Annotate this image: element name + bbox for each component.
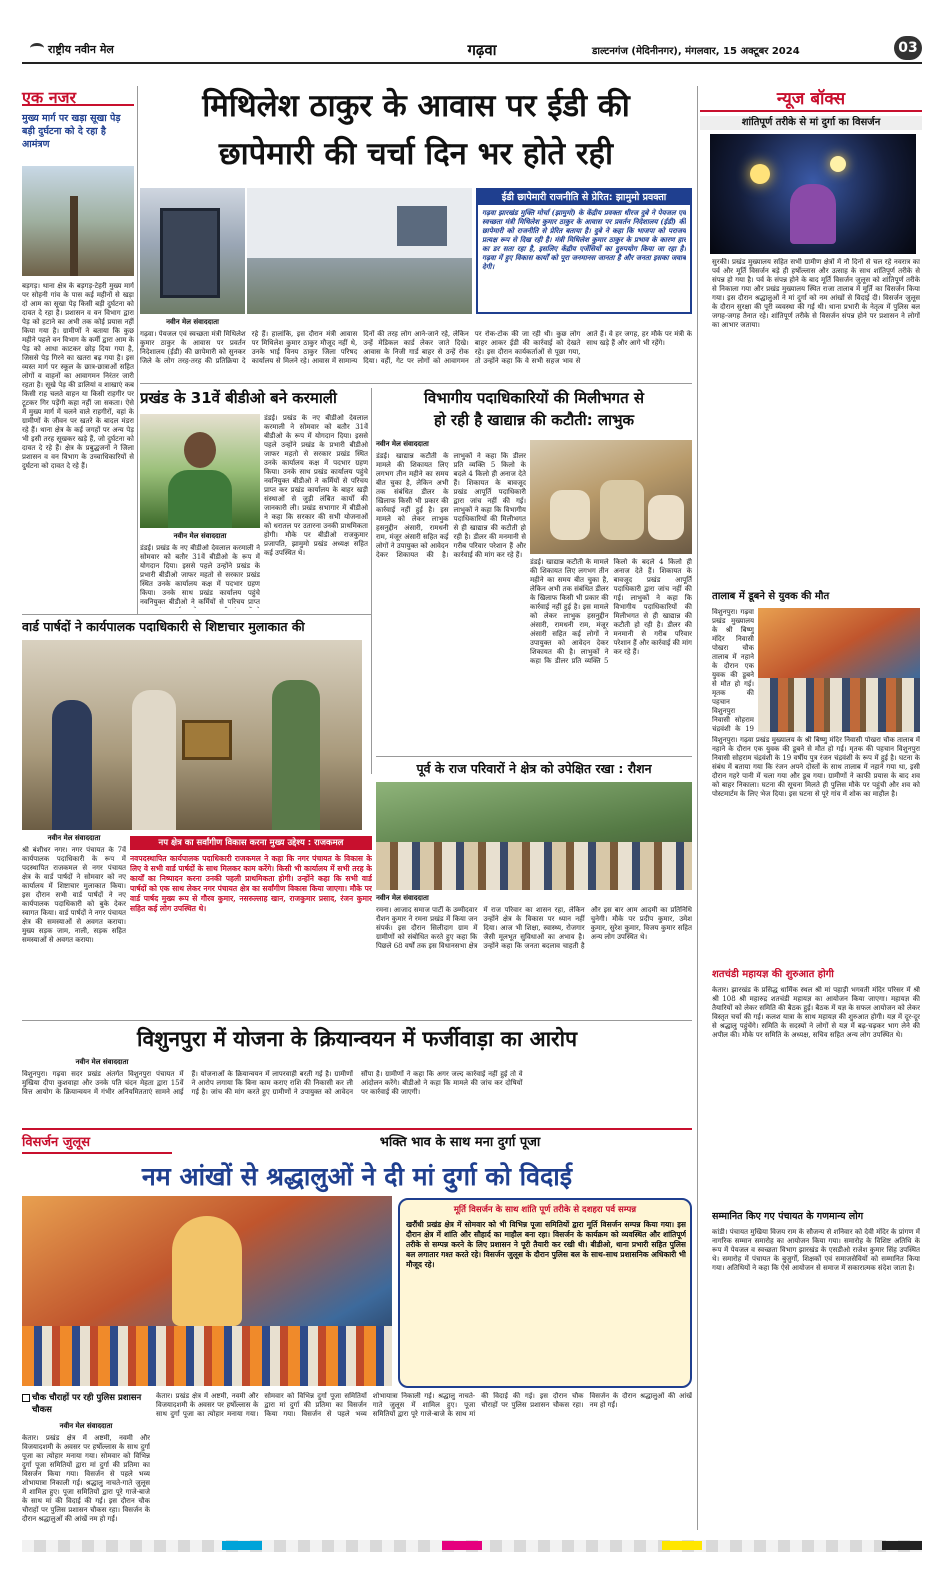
- ed-photo-2: [247, 188, 472, 314]
- visarjan-box: [398, 1198, 692, 1388]
- news2-body-side: विशुनपुरा। गढ़वा प्रखंड मुख्यालय के श्री बिष्णु मंदिर निवासी पोखरा चौक तालाब में नहाने के दौरान एक युवक की डूबने से मौत हो गई। मृतक की पहचान विशुनपुरा निवासी सोहराम चंद्रवंशी के 19: [712, 608, 754, 732]
- person-shape: [52, 700, 92, 830]
- checkbox-icon: [22, 1394, 30, 1402]
- news3-title: शतचंडी महायज्ञ की शुरुआत होगी: [712, 969, 834, 980]
- news2-photo: [758, 608, 920, 732]
- visarjan-kicker: भक्ति भाव के साथ मना दुर्गा पूजा: [379, 1135, 541, 1150]
- ration-body-col2: डंडई। खाद्यान्न कटौती के मामले की शिकायत लिए लगभग तीन महीने का समय बीत चुका है, लेकिन अभी तक संबंधित डीलर के खिलाफ किसी भी प्रकार की कार्रवाई नहीं हुई है। इस मामले को लेकर लाभुक हसनुद्दीन अंसारी, रामधनी राम, मंजूर अंसारी सहित कई लोगों ने उपायुक्त को आवेदन देकर शिकायत की है। लाभुकों ने कहा कि डीलर प्रति व्यक्ति 5 किलो के बदले 4 किलो ही अनाज देते हैं। शिकायत के बावजूद प्रखंड आपूर्ति पदाधिकारी द्वारा जांच नहीं की गई। लाभुकों ने कहा कि विभागीय पदाधिकारियों की मिलीभगत से ही खाद्यान्न की कटौती हो रही है। डीलर की मनमानी से गरीब परिवार परेशान हैं और कार्रवाई की मांग कर रहे हैं।: [530, 558, 692, 665]
- news4-body: कांडी। पंचायत मुखिया विजय राम के सौजन्य से शनिवार को देवी मंदिर के प्रांगण में नागरिक सम्मान समारोह का आयोजन किया गया। समारोह के विशिष्ट अतिथि के रूप में पेयजल व स्वच्छता विभाग झारखंड के एसडीओ राजेश कुमार सिंह उपस्थित थे। समारोह में पंचायत के बुजुर्गों, शिक्षकों एवं समाजसेवियों को सम्मानित किया गया। अतिथियों ने कहा कि ऐसे आयोजन से समाज में सकारात्मक संदेश जाता है।: [712, 1228, 920, 1272]
- fraud-headline: विशुनपुरा में योजना के क्रियान्वयन में फर्जीवाड़ा का आरोप: [137, 1027, 577, 1051]
- news2-title: तालाब में डूबने से युवक की मौत: [712, 591, 830, 602]
- fraud-byline: नवीन मेल संवाददाता: [75, 1058, 129, 1066]
- visarjan-box-title: मूर्ति विसर्जन के साथ शांति पूर्ण तरीके से दशहरा पर्व सम्पन्न: [453, 1205, 637, 1215]
- ed-box: [476, 188, 692, 314]
- ration-headline-line2: हो रही है खाद्यान्न की कटौती: लाभुक: [433, 411, 635, 429]
- dateline: डाल्टनगंज (मेदिनीनगर), मंगलवार, 15 अक्टूबर 2024: [592, 46, 800, 57]
- sack-shape: [600, 480, 644, 540]
- gate-shape: [160, 208, 220, 298]
- crowd-shape: [376, 842, 692, 890]
- ration-byline: नवीन मेल संवाददाता: [376, 440, 429, 448]
- visarjan-byline: नवीन मेल संवाददाता: [59, 1422, 113, 1430]
- ward-box-title: नप क्षेत्र का सर्वांगीण विकास करना मुख्य उद्देश्य : राजकमल: [130, 836, 372, 850]
- raushan-headline: पूर्व के राज परिवारों ने क्षेत्र को उपेक्षित रखा : रौशन: [416, 761, 652, 776]
- ed-headline-line2: छापेमारी की चर्चा दिन भर होते रही: [218, 136, 614, 172]
- registration-mark-magenta: [442, 1541, 482, 1550]
- divider-h5: [22, 1128, 692, 1130]
- tree-trunk: [70, 196, 78, 276]
- bdo-body: डंडई। प्रखंड के नए बीडीओ देवलाल करमाली ने सोमवार को बतौर 31वें बीडीओ के रूप में योगदान दिया। इससे पहले उन्होंने प्रखंड के प्रभारी बीडीओ जाफर महतो से सरकार प्रखंड स्थित उनके कार्यालय कक्ष में पदभार ग्रहण किया। उनके साथ प्रखंड कार्यालय पहुंचे नवनियुक्त बीडीओ ने कर्मियों से परिचय प्राप्त: [140, 544, 260, 606]
- news1-body: सुरकी। प्रखंड मुख्यालय सहित सभी ग्रामीण क्षेत्रों में नौ दिनों से चल रहे नवरात्र का पर्व और मूर्ति विसर्जन बड़े ही हर्षोल्लास और उत्साह के साथ शांतिपूर्ण तरीके से संपन्न हो गया है। पर्व के संपन्न होने के बाद मूर्ति विसर्जन जुलूस को शांतिपूर्ण तरीके से निकाला गया और प्रखंड मुख्यालय स्थित राजा तालाब में मूर्ति का विसर्जन किया गया। इस दौरान श्रद्धालुओं ने मां दुर्गा को नम आंखों से विदाई दी। विसर्जन जुलूस के दौरान सुरक्षा की पूरी व्यवस्था की गई थी। थाना प्रभारी के नेतृत्व में पुलिस बल जगह-जगह तैनात रहे। शांतिपूर्ण तरीके से विसर्जन संपन्न होने पर प्रशासन ने लोगों का आभार जताया।: [712, 258, 920, 329]
- registration-mark-yellow: [662, 1541, 702, 1550]
- ek-nazar-body: बड़गड़। थाना क्षेत्र के बड़गड़-टेहरी मुख्य मार्ग पर सोहनी गांव के पास कई महीनों से खड़ा दो आम का सूखा पेड़ किसी बड़ी दुर्घटना को दावत दे रहा है। प्रशासन व वन विभाग द्वारा पेड़ को हटाने का अभी तक कोई प्रयास नहीं किया गया है। ग्रामीणों ने बताया कि कुछ महीने पहले वन विभाग के कर्मी द्वारा आम के पेड़ को आधा काटकर छोड़ दिया गया है, जिससे पेड़ गिरने का खतरा बढ़ गया है। इस व्यस्त मार्ग पर स्कूल के छात्र-छात्राओं सहित लोगों व वाहनों का आवागमन निरंतर जारी रहता है। सूखे पेड़ की डालियां व शाखाएं कब किसी राह चलते वाहन या किसी राहगीर पर टूटकर गिर पड़ेंगी कहा नहीं जा सकता। ऐसे में मुख्य मार्ग में चलने वाले राहगीरों, वहां के ग्रामीणों के जीवन पर खतरे के बादल मंडरा रहे हैं। थाना क्षेत्र के कई जगहों पर अन्य पेड़ भी इसी तरह सूखकर खड़े हैं, जो दुर्घटना को दावत दे रहे हैं। क्षेत्र के प्रबुद्धजनों ने जिला प्रशासन व वन विभाग के उच्चाधिकारियों से दुर्घटना को दावत दे रहे हैं।: [22, 282, 134, 470]
- fraud-body: विशुनपुरा। गढ़वा सदर प्रखंड अंतर्गत विशुनपुरा पंचायत में मुखिया दीपा कुशवाहा और उनके पति चंदन मेहता द्वारा 15वें वित्त आयोग के क्रियान्वयन में गंभीर अनियमितताएं सामने आई हैं। योजनाओं के क्रियान्वयन में लापरवाही बरती गई है। ग्रामीणों ने आरोप लगाया कि बिना काम कराए राशि की निकासी कर ली गई है। जांच की मांग करते हुए ग्रामीणों ने उपायुक्त को आवेदन सौंपा है। ग्रामीणों ने कहा कि अगर जल्द कार्रवाई नहीं हुई तो वे आंदोलन करेंगे। बीडीओ ने कहा कि मामले की जांच कर दोषियों पर कार्रवाई की जाएगी।: [22, 1070, 523, 1096]
- visarjan-box-body: खरौंधी प्रखंड क्षेत्र में सोमवार को भी विभिन्न पूजा समितियों द्वारा मूर्ति विसर्जन सम्पन्न किया गया। इस दौरान क्षेत्र में शांति और सौहार्द का माहौल बना रहा। विसर्जन के कार्यक्रम को व्यवस्थित और शांतिपूर्ण तरीके से सम्पन्न करने के लिए प्रशासन ने पूरी तैयारी कर रखी थी। बीडीओ, थाना प्रभारी सहित पुलिस बल लगातार गश्त करते रहे। विसर्जन जुलूस के दौरान पुलिस बल के साथ-साथ प्रशासनिक अधिकारी भी मौजूद रहे।: [406, 1220, 686, 1269]
- bdo-headline: प्रखंड के 31वें बीडीओ बने करमाली: [140, 389, 337, 407]
- window-shape: [397, 206, 447, 246]
- divider-right: [697, 86, 698, 1530]
- ward-body: श्री बंशीधर नगर। नगर पंचायत के 7वें कार्यपालक पदाधिकारी के रूप में पदस्थापित राजकमल से नगर पंचायत क्षेत्र के वार्ड पार्षदों ने सोमवार को नए कार्यालय में शिष्टाचार मुलाकात किया। इस दौरान सभी वार्ड पार्षदों ने नए कार्यपालक पदाधिकारी को बुके देकर स्वागत किया। वार्ड पार्षदों ने नगर पंचायत क्षेत्र की समस्याओं से अवगत कराया। मुख्य सड़क जाम, नाली, सड़क सहित समस्याओं से अवगत कराया।: [22, 846, 126, 944]
- raushan-body: रमना। आजाद समाज पार्टी के उम्मीदवार रौशन कुमार ने रमना प्रखंड में किया जन संपर्क। इस दौरान सिलीदाग ग्राम में ग्रामीणों को संबोधित करते हुए कहा कि पिछले 68 वर्षों तक इस विधानसभा क्षेत्र में राज परिवार का शासन रहा, लेकिन उन्होंने क्षेत्र के विकास पर ध्यान नहीं दिया। आज भी शिक्षा, स्वास्थ्य, रोजगार जैसी मूलभूत सुविधाओं का अभाव है। उन्होंने कहा कि जनता बदलाव चाहती है और इस बार आम आदमी का प्रतिनिधि चुनेगी। मौके पर प्रदीप कुमार, उमेश कुमार, सुरेश कुमार, विजय कुमार सहित अन्य लोग उपस्थित थे।: [376, 906, 692, 950]
- ward-byline: नवीन मेल संवाददाता: [47, 834, 101, 842]
- footer-bar: [22, 1540, 922, 1552]
- visarjan-body: केतार। प्रखंड क्षेत्र में अष्टमी, नवमी और विजयादशमी के अवसर पर हर्षोल्लास के साथ दुर्गा पूजा का त्योहार मनाया गया। सोमवार को विभिन्न दुर्गा पूजा समितियों द्वारा मां दुर्गा की प्रतिमा का विसर्जन किया गया। विसर्जन से पहले भव्य शोभायात्रा निकाली गई। श्रद्धालु नाचते-गाते जुलूस में शामिल हुए। पूजा समितियों द्वारा पूरे गाजे-बाजे के साथ मां की विदाई की गई। इस दौरान चौक चौराहों पर पुलिस प्रशासन चौकस रहा। विसर्जन के दौरान श्रद्धालुओं की आंखें नम हो गईं।: [22, 1434, 150, 1523]
- visarjan-photo: [22, 1196, 392, 1386]
- ed-box-title: ईडी छापेमारी राजनीति से प्रेरित: झामुमो प्रवक्ता: [478, 190, 690, 205]
- section-title: गढ़वा: [467, 41, 497, 59]
- ward-box-body: नवपदस्थापित कार्यपालक पदाधिकारी राजकमल ने कहा कि नगर पंचायत के विकास के लिए वे सभी वार्ड पार्षदों के साथ मिलकर काम करेंगे। किसी भी कार्यालय में सभी तरह के कार्यों का निष्पादन करना उनकी पहली प्राथमिकता होगी। उन्होंने कहा कि सभी वार्ड पार्षदों को एक साथ लेकर नगर पंचायत क्षेत्र का सर्वांगीण विकास किया जाएगा। मौके पर वार्ड पार्षद मुख्य रूप से गौरव कुमार, नसरुल्लाह खान, राजकुमार प्रसाद, रंजन कुमार सहित कई लोग उपस्थित थे।: [130, 854, 372, 913]
- divider-v1: [371, 388, 372, 774]
- sack-shape: [648, 495, 684, 540]
- idol-shape: [172, 1216, 242, 1326]
- ek-nazar-column: [22, 86, 134, 613]
- ward-headline: वार्ड पार्षदों ने कार्यपालक पदाधिकारी से शिष्टाचार मुलाकात की: [22, 619, 305, 634]
- sack-shape: [550, 490, 590, 540]
- visarjan-headline: नम आंखों से श्रद्धालुओं ने दी मां दुर्गा को विदाई: [141, 1162, 573, 1191]
- person-head: [184, 432, 216, 468]
- page-number: 03: [894, 36, 922, 60]
- news4-title: सम्मानित किए गए पंचायत के गणमान्य लोग: [712, 1211, 864, 1222]
- bdo-photo: [140, 414, 260, 528]
- ed-headline-line1: मिथिलेश ठाकुर के आवास पर ईडी की: [202, 88, 630, 124]
- news1-photo: [710, 134, 916, 254]
- ek-nazar-headline: मुख्य मार्ग पर खड़ा सूखा पेड़ बड़ी दुर्घटना को दे रहा है आमंत्रण: [22, 113, 121, 150]
- idol-shape: [790, 184, 836, 244]
- ration-headline-line1: विभागीय पदाधिकारियों की मिलीभगत से: [423, 389, 645, 407]
- ed-byline: नवीन मेल संवाददाता: [166, 318, 219, 326]
- dry-tree-photo: [22, 166, 134, 276]
- registration-mark-black: [882, 1541, 922, 1550]
- news3-body: केतार। झारखंड के प्रसिद्ध धार्मिक स्थल श्री मां पहाड़ी भगवती मंदिर परिसर में श्री श्री 108 श्री महारुद्र शतचंडी महायज्ञ का आयोजन किया जाएगा। महायज्ञ की तैयारियों को लेकर समिति की बैठक हुई। बैठक में यज्ञ के सफल आयोजन को लेकर विस्तृत चर्चा की गई। कलश यात्रा के साथ महायज्ञ की शुरुआत होगी। यज्ञ में दूर-दूर से श्रद्धालु पहुंचेंगे। समिति के सदस्यों ने लोगों से यज्ञ में बढ़-चढ़कर भाग लेने की अपील की। मौके पर समिति के अध्यक्ष, सचिव सहित अन्य लोग उपस्थित थे।: [712, 986, 920, 1039]
- visarjan-caption-text: चौक चौराहों पर रही पुलिस प्रशासन चौकस: [32, 1393, 142, 1415]
- visarjan-body-cont: केतार। प्रखंड क्षेत्र में अष्टमी, नवमी और विजयादशमी के अवसर पर हर्षोल्लास के साथ दुर्गा पूजा का त्योहार मनाया गया। सोमवार को विभिन्न दुर्गा पूजा समितियों द्वारा मां दुर्गा की प्रतिमा का विसर्जन किया गया। विसर्जन से पहले भव्य शोभायात्रा निकाली गई। श्रद्धालु नाचते-गाते जुलूस में शामिल हुए। पूजा समितियों द्वारा पूरे गाजे-बाजे के साथ मां की विदाई की गई। इस दौरान चौक चौराहों पर पुलिस प्रशासन चौकस रहा। विसर्जन के दौरान श्रद्धालुओं की आंखें नम हो गईं।: [156, 1392, 692, 1418]
- crowd-shape: [758, 678, 920, 732]
- brand-name: राष्ट्रीय नवीन मेल: [48, 43, 114, 56]
- divider-h3: [376, 756, 692, 757]
- visarjan-label: विसर्जन जुलूस: [22, 1134, 172, 1154]
- news-box-label: न्यूज बॉक्स: [700, 88, 922, 112]
- masthead: [22, 38, 922, 64]
- raushan-byline: नवीन मेल संवाददाता: [376, 894, 429, 902]
- registration-mark-cyan: [222, 1541, 262, 1550]
- news1-title: शांतिपूर्ण तरीके से मां दुर्गा का विसर्जन: [700, 116, 922, 130]
- light-shape: [830, 156, 846, 172]
- bdo-byline: नवीन मेल संवाददाता: [173, 532, 227, 540]
- crowd-shape: [22, 1326, 392, 1386]
- ed-body: गढ़वा। पेयजल एवं स्वच्छता मंत्री मिथिलेश कुमार ठाकुर के आवास पर प्रवर्तन निदेशालय (ईडी) की छापेमारी को सुनकर जिले के लोग तरह-तरह की प्रतिक्रिया दे रहे हैं। हालांकि, इस दौरान मंत्री आवास पर मिथिलेश कुमार ठाकुर मौजूद नहीं थे, उनके भाई विनय ठाकुर जिला परिषद कार्यालय से मिलने रहे। आवास में सामान्य दिनों की तरह लोग आने-जाने रहे, लेकिन उन्हें मेडिकल कार्ड लेकर जाते दिखे। आवास के निजी गार्ड बाहर से उन्हें रोक दिया। वहीं, गेट पर लोगों को आवागमन पर रोक-टोक की जा रही थी। कुछ लोग बाहर आकर ईडी की कार्रवाई को देखते रहे। इस दौरान कार्यकर्ताओं से पूछा गया, तो उन्होंने कहा कि वे सभी सहज भाव से आते हैं। वे हर जगह, हर मौके पर मंत्री के साथ खड़े हैं और आगे भी रहेंगे।: [140, 330, 692, 365]
- ed-box-body: गढ़वा झारखंड मुक्ति मोर्चा (झामुमो) के केंद्रीय प्रवक्ता धीरज दुबे ने पेयजल एवं स्वच्छता मंत्री मिथिलेश कुमार ठाकुर के आवास पर प्रवर्तन निदेशालय (ईडी) की छापेमारी को राजनीति से प्रेरित बताया है। दुबे ने कहा कि भाजपा को पराजय प्रत्यक्ष रूप से दिख रही है। मंत्री मिथिलेश कुमार ठाकुर के प्रभाव के कारण हार का डर सता रहा है, इसलिए केंद्रीय एजेंसियों का दुरुपयोग किया जा रहा है। गढ़वा में हुए विकास कार्यों को पूरा जनमानस जानता है और जनता इसका जवाब देगी।: [482, 208, 686, 271]
- divider-h2: [22, 614, 372, 615]
- column-divider: [137, 86, 138, 614]
- raushan-photo: [376, 782, 692, 890]
- divider-h1: [140, 383, 692, 384]
- ration-photo: [530, 440, 692, 554]
- ward-photo: [22, 640, 362, 830]
- person-body: [168, 470, 232, 528]
- ek-nazar-label: एक नजर: [22, 86, 134, 106]
- bird-logo-icon: [30, 43, 44, 53]
- light-shape: [750, 164, 770, 184]
- person-shape: [132, 690, 176, 830]
- divider-h4: [22, 1020, 692, 1021]
- bdo-body-cont: डंडई। प्रखंड के नए बीडीओ देवलाल करमाली ने सोमवार को बतौर 31वें बीडीओ के रूप में योगदान दिया। इससे पहले उन्होंने प्रखंड के प्रभारी बीडीओ जाफर महतो से सरकार प्रखंड स्थित उनके कार्यालय कक्ष में पदभार ग्रहण किया। उनके साथ प्रखंड कार्यालय पहुंचे नवनियुक्त बीडीओ ने कर्मियों से परिचय प्राप्त कर प्रखंड कार्यालय के बाहर खड़ी संस्थाओं से जुड़ी लंबित कार्यों की जानकारी ली। प्रखंड सभागार में बीडीओ ने कहा कि सरकार की सभी योजनाओं को धरातल पर उतारना उनकी प्राथमिकता होगी। मौके पर बीडीओ राजकुमार प्रजापति, झामुमो प्रखंड अध्यक्ष सहित कई उपस्थित थे।: [264, 414, 368, 557]
- ed-photo-1: [140, 188, 245, 314]
- ration-body-col1: डंडई। खाद्यान्न कटौती के मामले की शिकायत लिए लगभग तीन महीने का समय बीत चुका है, लेकिन अभी तक संबंधित डीलर के खिलाफ किसी भी प्रकार की कार्रवाई नहीं हुई है। इस मामले को लेकर लाभुक हसनुद्दीन अंसारी, रामधनी राम, मंजूर अंसारी सहित कई लोगों ने उपायुक्त को आवेदन देकर शिकायत की है। लाभुकों ने कहा कि डीलर प्रति व्यक्ति 5 किलो के बदले 4 किलो ही अनाज देते हैं। शिकायत के बावजूद प्रखंड आपूर्ति पदाधिकारी द्वारा जांच नहीं की गई। लाभुकों ने कहा कि विभागीय पदाधिकारियों की मिलीभगत से ही खाद्यान्न की कटौती हो रही है। डीलर की मनमानी से गरीब परिवार परेशान हैं और कार्रवाई की मांग कर रहे हैं।: [376, 452, 526, 559]
- person-shape: [272, 680, 320, 830]
- frame-shape: [182, 720, 232, 760]
- ward-box: [130, 836, 372, 1014]
- news2-body: विशुनपुरा। गढ़वा प्रखंड मुख्यालय के श्री बिष्णु मंदिर निवासी पोखरा चौक तालाब में नहाने के दौरान एक युवक की डूबने से मौत हो गई। मृतक की पहचान विशुनपुरा निवासी सोहराम चंद्रवंशी के 19 वर्षीय पुत्र रंजन चंद्रवंशी के रूप में हुई है। घटना के संबंध में बताया गया कि रंजन अपने दोस्तों के साथ तालाब में नहाने गया था, इसी दौरान गहरे पानी में चला गया और डूब गया। ग्रामीणों ने काफी प्रयास के बाद शव को बाहर निकाला। घटना की सूचना मिलते ही पुलिस मौके पर पहुंची और शव को पोस्टमार्टम के लिए भेज दिया। इस घटना से पूरे गांव में शोक का माहौल है।: [712, 736, 920, 798]
